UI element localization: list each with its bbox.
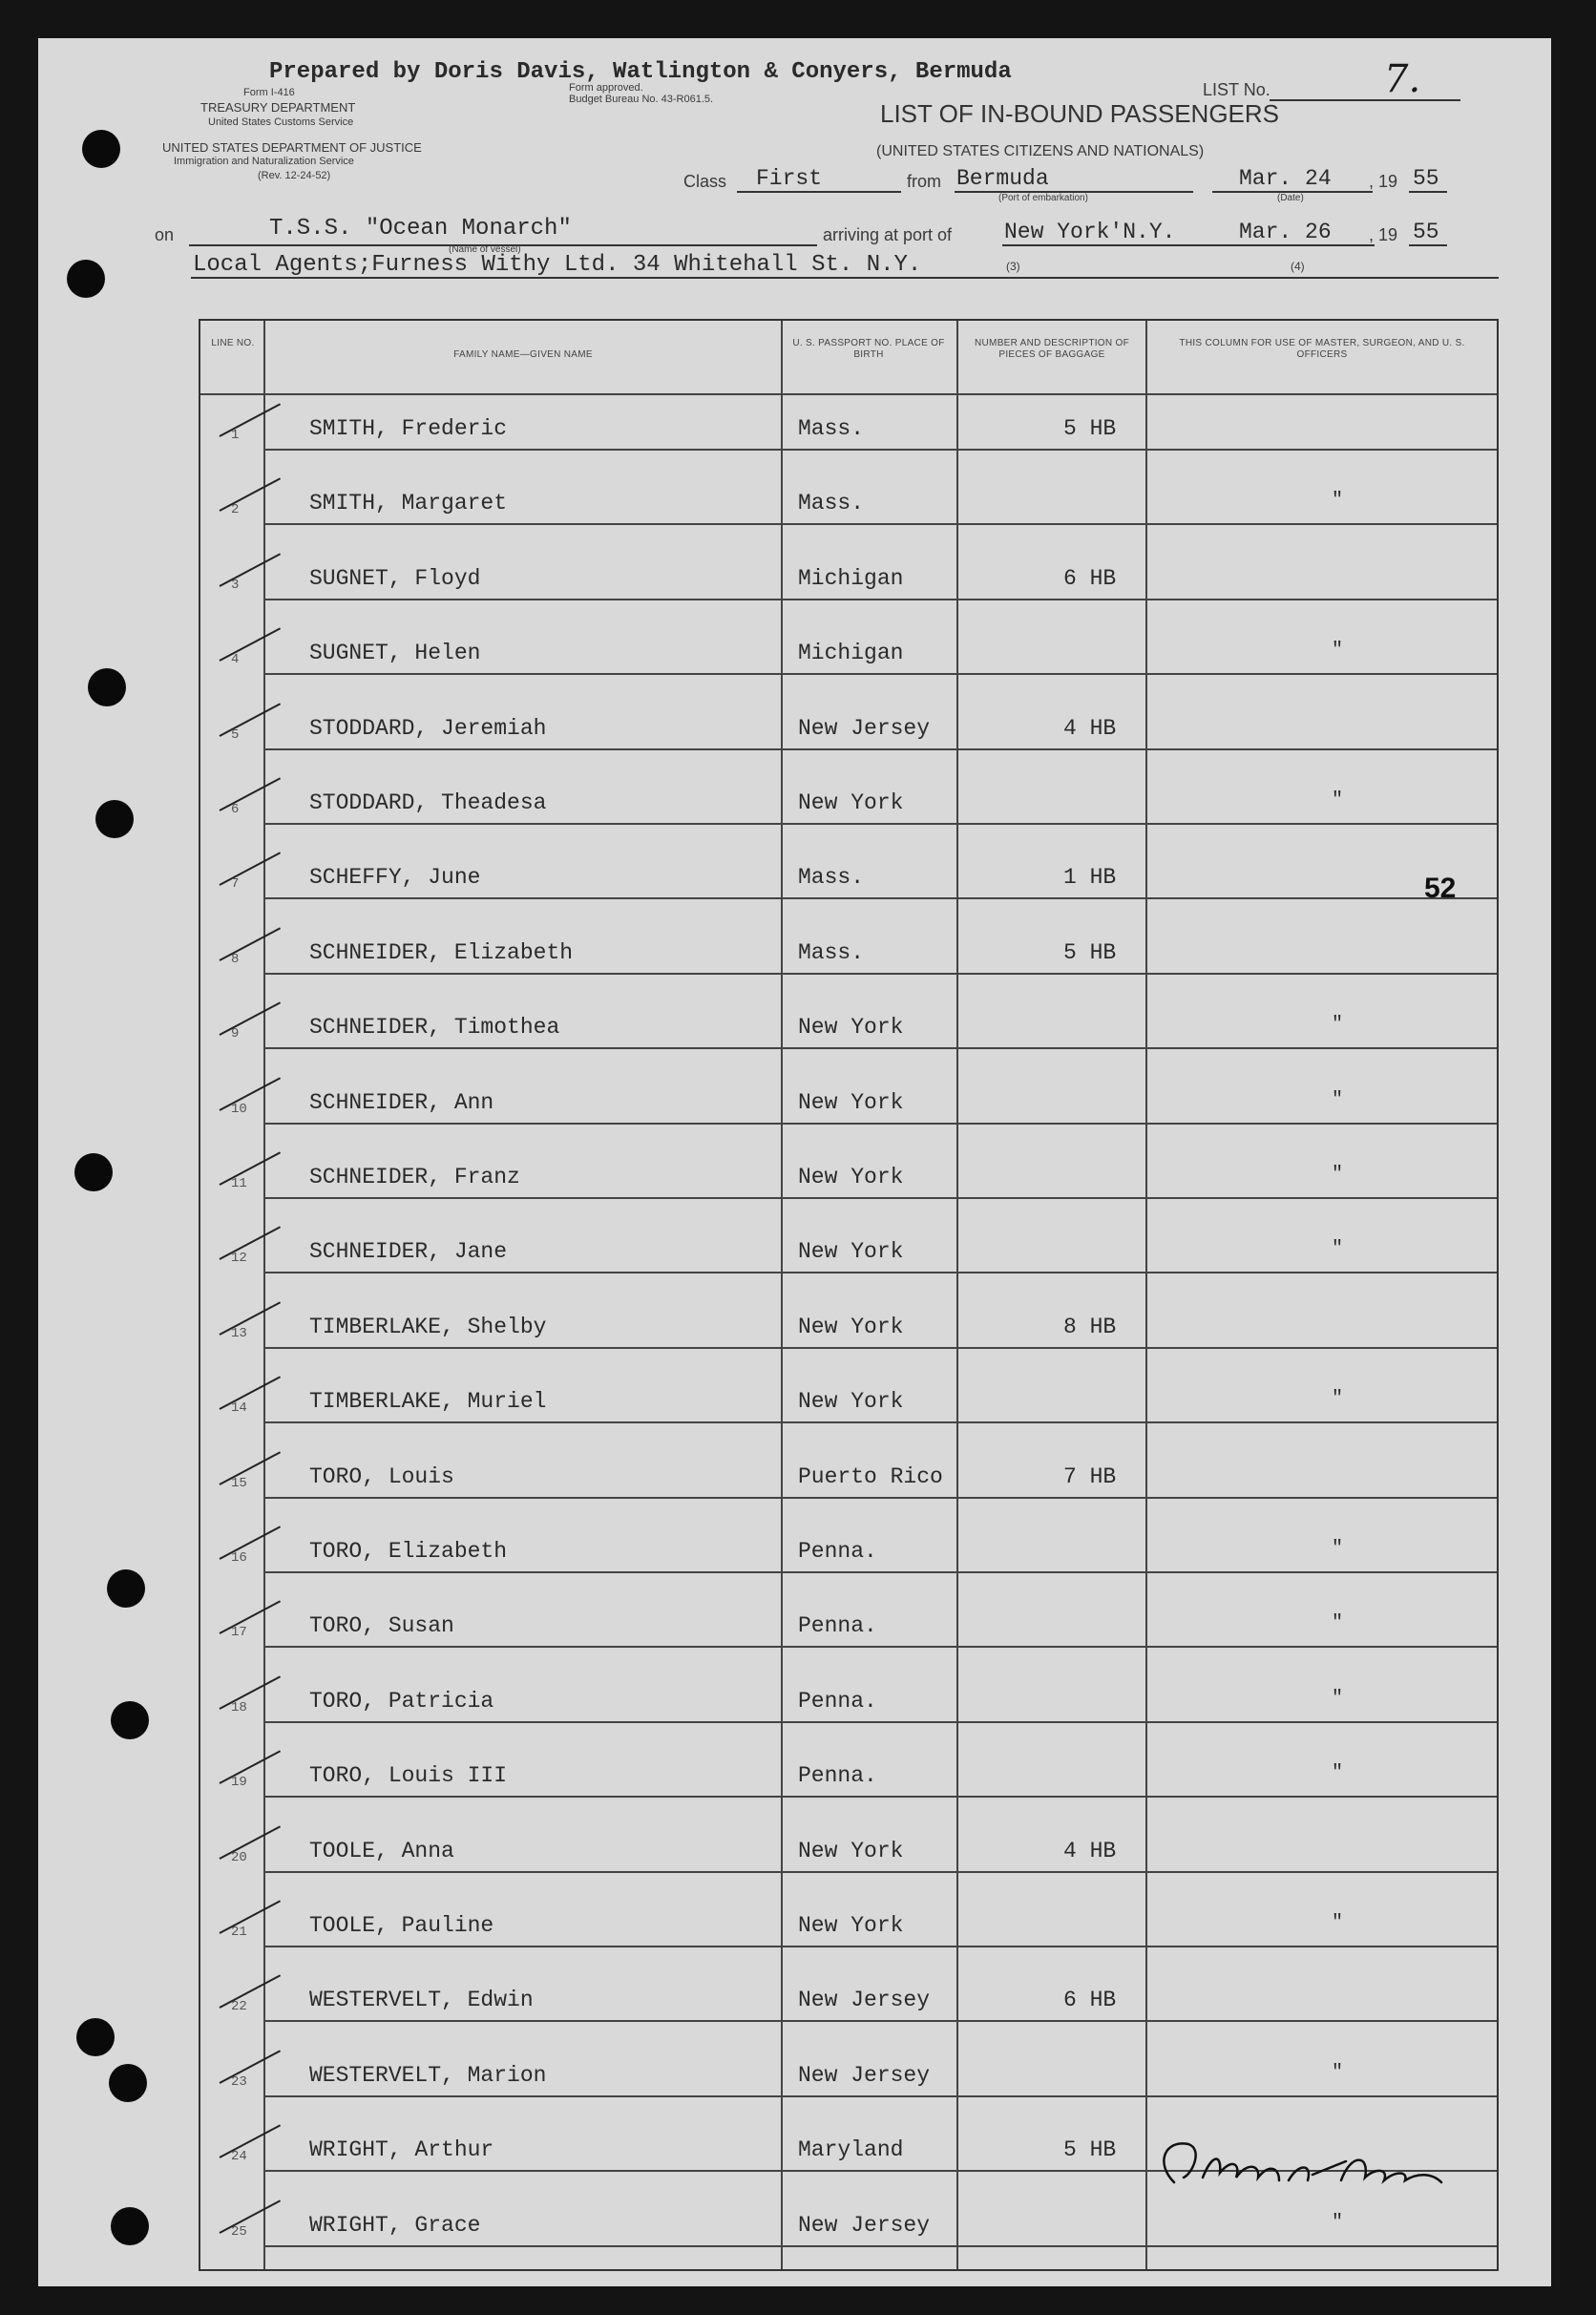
page-stamp: 52	[1424, 873, 1457, 904]
from-value: Bermuda	[956, 166, 1049, 191]
birthplace: New York	[798, 790, 904, 815]
check-mark	[220, 703, 282, 737]
birthplace: New Jersey	[798, 715, 931, 741]
ditto-mark: "	[1332, 1538, 1344, 1560]
baggage: 6 HB	[1063, 1988, 1117, 2013]
form-number: Form I-416	[243, 87, 295, 98]
ditto-mark: "	[1332, 1238, 1344, 1261]
line-number: 16	[231, 1550, 247, 1566]
passenger-name: SCHNEIDER, Ann	[309, 1089, 494, 1115]
line-number: 4	[231, 652, 240, 668]
birthplace: New Jersey	[798, 2212, 931, 2238]
passenger-name: SCHNEIDER, Timothea	[309, 1015, 560, 1041]
birthplace: New York	[798, 1913, 904, 1938]
passenger-name: SMITH, Margaret	[309, 491, 508, 516]
birthplace: Penna.	[798, 1688, 877, 1714]
check-mark	[220, 403, 282, 437]
ditto-mark: "	[1332, 2211, 1344, 2234]
budget-bureau: Budget Bureau No. 43-R061.5.	[569, 94, 714, 105]
prepared-by: Prepared by Doris Davis, Watlington & Conyers, Bermuda	[269, 59, 1012, 85]
line-number: 24	[231, 2149, 247, 2165]
passenger-name: WESTERVELT, Edwin	[309, 1988, 534, 2013]
birthplace: New York	[798, 1015, 904, 1041]
check-mark	[220, 777, 282, 811]
birthplace: New York	[798, 1838, 904, 1863]
punch-hole	[111, 1701, 149, 1739]
passenger-name: SUGNET, Helen	[309, 641, 481, 666]
ditto-mark: "	[1332, 1762, 1344, 1785]
class-line	[737, 191, 901, 193]
check-mark	[220, 852, 282, 887]
arrival-year: 55	[1413, 220, 1439, 244]
baggage: 5 HB	[1063, 416, 1117, 441]
check-mark	[220, 1002, 282, 1037]
line-number: 2	[231, 502, 240, 518]
check-mark	[220, 478, 282, 513]
passenger-name: SCHNEIDER, Franz	[309, 1165, 520, 1189]
check-mark	[220, 2199, 282, 2234]
birthplace: Mass.	[798, 491, 865, 516]
birthplace: New York	[798, 1089, 904, 1115]
birthplace: Michigan	[798, 565, 904, 591]
table-row	[200, 1424, 1497, 1499]
line-number: 8	[231, 951, 240, 967]
table-row	[200, 1799, 1497, 1873]
baggage: 5 HB	[1063, 2137, 1117, 2163]
ditto-mark: "	[1332, 1912, 1344, 1934]
arrival-year-prefix: , 19	[1369, 225, 1398, 244]
ditto-mark: "	[1332, 1612, 1344, 1635]
birthplace: Penna.	[798, 1763, 877, 1789]
passenger-table	[199, 319, 1499, 2271]
depart-date: Mar. 24	[1239, 166, 1332, 191]
passenger-name: TORO, Louis III	[309, 1763, 508, 1789]
manifest-page	[38, 38, 1551, 2286]
check-mark	[220, 553, 282, 587]
punch-hole	[76, 2018, 115, 2056]
birthplace: New York	[798, 1165, 904, 1189]
col-header-name: FAMILY NAME—GIVEN NAME	[453, 349, 593, 360]
punch-hole	[109, 2064, 147, 2102]
passenger-name: SUGNET, Floyd	[309, 565, 481, 591]
birthplace: Penna.	[798, 1613, 877, 1639]
passenger-name: TORO, Elizabeth	[309, 1539, 508, 1564]
justice-department: UNITED STATES DEPARTMENT OF JUSTICE	[162, 140, 422, 155]
table-row	[200, 1050, 1497, 1125]
list-no-label: LIST No.	[1203, 80, 1270, 99]
punch-hole	[74, 1153, 113, 1191]
table-row	[200, 1573, 1497, 1648]
passenger-name: TOOLE, Anna	[309, 1838, 454, 1863]
revision-date: (Rev. 12-24-52)	[258, 170, 331, 181]
ditto-mark: "	[1332, 640, 1344, 663]
ditto-mark: "	[1332, 1014, 1344, 1037]
line-number: 22	[231, 1999, 247, 2015]
table-row	[200, 451, 1497, 525]
check-mark	[220, 2125, 282, 2159]
birthplace: Michigan	[798, 641, 904, 666]
depart-year: 55	[1413, 166, 1439, 191]
line-number: 9	[231, 1026, 240, 1042]
class-label: Class	[683, 172, 727, 191]
check-mark	[220, 1451, 282, 1485]
check-mark	[220, 927, 282, 961]
vessel-name: T.S.S. "Ocean Monarch"	[269, 216, 572, 242]
check-mark	[220, 2050, 282, 2084]
passenger-name: SMITH, Frederic	[309, 416, 508, 441]
arriving-label: arriving at port of	[823, 225, 953, 244]
passenger-name: TIMBERLAKE, Muriel	[309, 1389, 547, 1415]
birthplace: Puerto Rico	[798, 1463, 943, 1489]
arrival-port: New York'N.Y.	[1004, 220, 1176, 244]
baggage: 4 HB	[1063, 1838, 1117, 1863]
birthplace: Mass.	[798, 416, 865, 441]
passenger-name: SCHNEIDER, Elizabeth	[309, 939, 574, 965]
check-mark	[220, 1900, 282, 1934]
line-number: 10	[231, 1101, 247, 1117]
baggage: 4 HB	[1063, 715, 1117, 741]
date-caption: (Date)	[1277, 193, 1304, 203]
check-mark	[220, 1825, 282, 1860]
ditto-mark: "	[1332, 1687, 1344, 1710]
passenger-name: SCHNEIDER, Jane	[309, 1239, 508, 1265]
line-number: 18	[231, 1699, 247, 1715]
caption-4: (4)	[1291, 260, 1305, 273]
passenger-name: WESTERVELT, Marion	[309, 2062, 547, 2088]
vessel-caption: (Name of vessel)	[449, 244, 521, 255]
line-number: 13	[231, 1325, 247, 1341]
col-header-line-no: LINE NO.	[211, 338, 255, 348]
arrival-date: Mar. 26	[1239, 220, 1332, 244]
depart-year-line	[1409, 191, 1447, 193]
ditto-mark: "	[1332, 2061, 1344, 2084]
table-row	[200, 676, 1497, 750]
birthplace: New York	[798, 1239, 904, 1265]
line-number: 15	[231, 1475, 247, 1491]
line-number: 20	[231, 1849, 247, 1865]
table-row	[200, 1649, 1497, 1723]
line-number: 5	[231, 726, 240, 743]
table-row	[200, 1723, 1497, 1798]
passenger-name: TORO, Susan	[309, 1613, 454, 1639]
line-number: 7	[231, 876, 240, 893]
table-row	[200, 750, 1497, 825]
passenger-name: TORO, Patricia	[309, 1688, 494, 1714]
table-row	[200, 1873, 1497, 1947]
arrival-year-line	[1409, 244, 1447, 246]
check-mark	[220, 1077, 282, 1111]
line-number: 12	[231, 1251, 247, 1267]
check-mark	[220, 1975, 282, 2010]
table-row	[200, 376, 1497, 451]
line-number: 11	[231, 1176, 247, 1191]
line-number: 23	[231, 2073, 247, 2090]
check-mark	[220, 1301, 282, 1336]
customs-service: United States Customs Service	[208, 116, 354, 128]
ditto-mark: "	[1332, 1164, 1344, 1186]
table-row	[200, 2023, 1497, 2097]
birthplace: Maryland	[798, 2137, 904, 2163]
passenger-name: SCHEFFY, June	[309, 865, 481, 891]
table-row	[200, 1199, 1497, 1273]
col-header-baggage: NUMBER AND DESCRIPTION OF PIECES OF BAGGAGE	[975, 338, 1129, 360]
form-approved: Form approved.	[569, 82, 643, 94]
table-row	[200, 1349, 1497, 1423]
line-number: 1	[231, 428, 240, 443]
line-number: 19	[231, 1775, 247, 1791]
ditto-mark: "	[1332, 789, 1344, 811]
on-label: on	[155, 225, 175, 244]
passenger-name: TORO, Louis	[309, 1463, 454, 1489]
punch-hole	[95, 800, 134, 838]
birthplace: New Jersey	[798, 1988, 931, 2013]
list-title: LIST OF IN-BOUND PASSENGERS	[880, 99, 1280, 128]
table-row	[200, 1274, 1497, 1349]
depart-year-prefix: , 19	[1369, 172, 1398, 191]
table-row	[200, 1125, 1497, 1199]
check-mark	[220, 1377, 282, 1411]
local-agents: Local Agents;Furness Withy Ltd. 34 Whitehall St. N.Y.	[193, 252, 922, 278]
ditto-mark: "	[1332, 490, 1344, 513]
birthplace: Mass.	[798, 865, 865, 891]
table-row	[200, 1947, 1497, 2022]
ditto-mark: "	[1332, 1388, 1344, 1411]
birthplace: New York	[798, 1314, 904, 1339]
class-value: First	[756, 166, 823, 191]
col-header-passport: U. S. PASSPORT NO. PLACE OF BIRTH	[792, 338, 945, 360]
caption-3: (3)	[1006, 260, 1020, 273]
row-line	[265, 2245, 1497, 2247]
check-mark	[220, 1751, 282, 1785]
line-number: 6	[231, 802, 240, 817]
agents-line	[191, 277, 1499, 279]
line-number: 17	[231, 1625, 247, 1641]
birthplace: Mass.	[798, 939, 865, 965]
punch-hole	[82, 130, 120, 168]
birthplace: New York	[798, 1389, 904, 1415]
line-number: 21	[231, 1925, 247, 1940]
arrival-line	[1002, 244, 1375, 246]
passenger-name: STODDARD, Theadesa	[309, 790, 547, 815]
table-row	[200, 526, 1497, 600]
passenger-name: STODDARD, Jeremiah	[309, 715, 547, 741]
ditto-mark: "	[1332, 1088, 1344, 1111]
from-label: from	[907, 172, 941, 191]
table-row	[200, 1499, 1497, 1573]
port-embarkation-caption: (Port of embarkation)	[998, 193, 1088, 203]
punch-hole	[88, 668, 126, 706]
passenger-name: TIMBERLAKE, Shelby	[309, 1314, 547, 1339]
check-mark	[220, 1675, 282, 1710]
table-row	[200, 600, 1497, 675]
punch-hole	[67, 260, 105, 298]
passenger-name: TOOLE, Pauline	[309, 1913, 494, 1938]
passenger-name: WRIGHT, Grace	[309, 2212, 481, 2238]
table-row	[200, 900, 1497, 975]
treasury-department: TREASURY DEPARTMENT	[200, 100, 356, 115]
line-number: 3	[231, 577, 240, 593]
list-subtitle: (UNITED STATES CITIZENS AND NATIONALS)	[876, 143, 1205, 159]
list-no-line	[1270, 99, 1460, 101]
baggage: 1 HB	[1063, 865, 1117, 891]
punch-hole	[107, 1569, 145, 1608]
birthplace: Penna.	[798, 1539, 877, 1564]
check-mark	[220, 628, 282, 663]
baggage: 5 HB	[1063, 939, 1117, 965]
list-no-value: 7.	[1384, 57, 1421, 101]
birthplace: New Jersey	[798, 2062, 931, 2088]
baggage: 7 HB	[1063, 1463, 1117, 1489]
col-header-officers: THIS COLUMN FOR USE OF MASTER, SURGEON, AND U. S. OFFICERS	[1179, 338, 1465, 360]
immigration-service: Immigration and Naturalization Service	[174, 156, 354, 167]
table-row	[200, 975, 1497, 1049]
passenger-name: WRIGHT, Arthur	[309, 2137, 494, 2163]
baggage: 8 HB	[1063, 1314, 1117, 1339]
baggage: 6 HB	[1063, 565, 1117, 591]
check-mark	[220, 1227, 282, 1261]
check-mark	[220, 1601, 282, 1635]
punch-hole	[111, 2207, 149, 2245]
check-mark	[220, 1526, 282, 1560]
officer-signature	[1145, 2125, 1460, 2201]
check-mark	[220, 1151, 282, 1186]
line-number: 14	[231, 1400, 247, 1417]
line-number: 25	[231, 2223, 247, 2240]
table-row	[200, 825, 1497, 899]
